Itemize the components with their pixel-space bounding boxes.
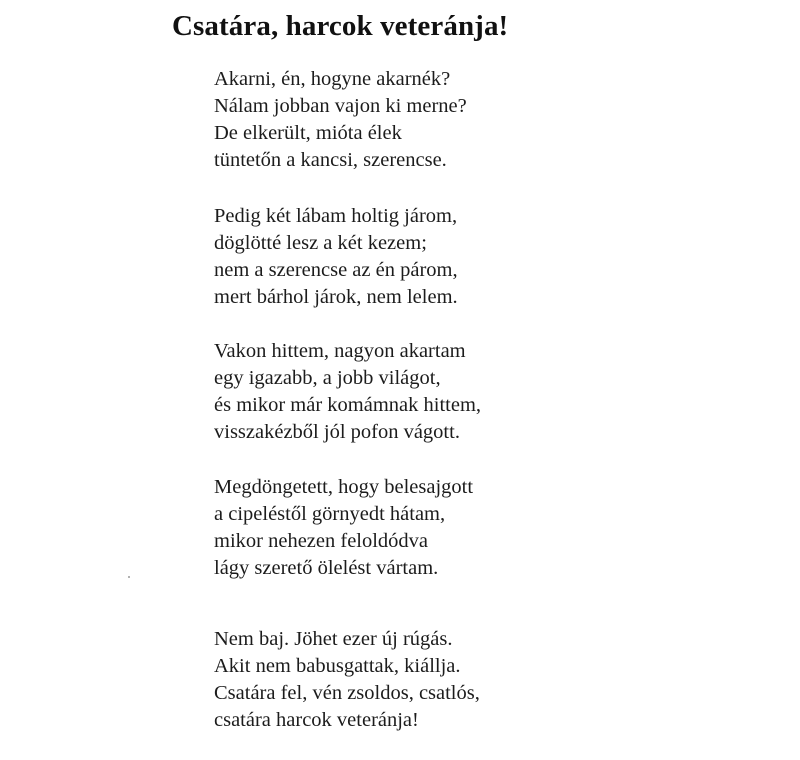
poem-line: De elkerült, mióta élek bbox=[214, 122, 402, 144]
poem-line: Pedig két lábam holtig járom, bbox=[214, 205, 458, 227]
scan-speck bbox=[128, 576, 130, 578]
poem-line: visszakézből jól pofon vágott. bbox=[214, 421, 460, 443]
stanza-4 bbox=[214, 474, 774, 582]
poem-line: nem a szerencse az én párom, bbox=[214, 259, 458, 281]
poem-line: Csatára fel, vén zsoldos, csatlós, bbox=[214, 682, 480, 704]
poem-line: a cipeléstől görnyedt hátam, bbox=[214, 503, 446, 525]
poem-line: Megdöngetett, hogy belesajgott bbox=[214, 476, 474, 498]
poem-line: Akarni, én, hogyne akarnék? bbox=[214, 68, 451, 90]
stanza-5 bbox=[214, 626, 774, 734]
stanza-3 bbox=[214, 338, 774, 446]
poem-line: és mikor már komámnak hittem, bbox=[214, 394, 482, 416]
poem-line: mikor nehezen feloldódva bbox=[214, 530, 429, 552]
poem-line: egy igazabb, a jobb világot, bbox=[214, 367, 441, 389]
poem-line: Nem baj. Jöhet ezer új rúgás. bbox=[214, 628, 453, 650]
stanza-2 bbox=[214, 203, 774, 311]
poem-title: Csatára, harcok veteránja! bbox=[172, 10, 509, 42]
poem-line: lágy szerető ölelést vártam. bbox=[214, 557, 439, 579]
poem-line: Akit nem babusgattak, kiállja. bbox=[214, 655, 461, 677]
poem-line: tüntetőn a kancsi, szerencse. bbox=[214, 149, 447, 171]
poem-line: döglötté lesz a két kezem; bbox=[214, 232, 427, 254]
poem-line: Vakon hittem, nagyon akartam bbox=[214, 340, 466, 362]
poem-line: csatára harcok veteránja! bbox=[214, 709, 419, 731]
poem-line: mert bárhol járok, nem lelem. bbox=[214, 286, 458, 308]
stanza-1 bbox=[214, 66, 774, 174]
poem-line: Nálam jobban vajon ki merne? bbox=[214, 95, 467, 117]
